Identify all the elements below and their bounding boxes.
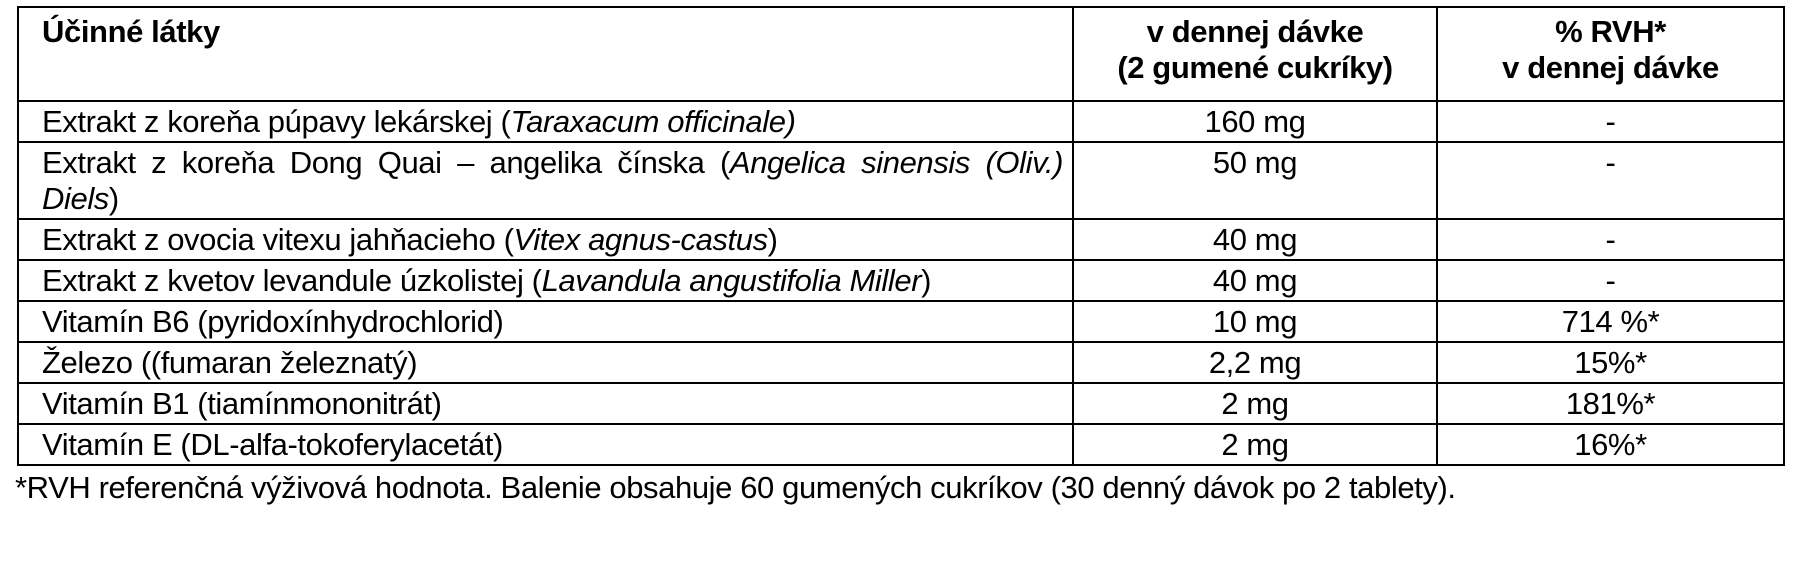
table-row <box>18 101 1784 142</box>
ingredient-latin-name: Lavandula angustifolia Miller <box>541 263 922 298</box>
ingredient-name-suffix: ) <box>108 181 119 216</box>
header-active-substances: Účinné látky <box>18 7 1073 101</box>
ingredients-document <box>17 6 1783 506</box>
header-rvh <box>1437 7 1784 101</box>
ingredient-rvh: 15%* <box>1437 342 1784 383</box>
ingredient-latin-name: Taraxacum officinale) <box>510 104 796 139</box>
ingredient-dose: 50 mg <box>1073 142 1437 219</box>
ingredient-name-text: Extrakt z koreňa púpavy lekárskej ( <box>42 104 511 139</box>
ingredient-rvh: 714 %* <box>1437 301 1784 342</box>
table-row <box>18 424 1784 465</box>
header-rvh-line1: % RVH* <box>1555 14 1666 49</box>
ingredient-rvh: 16%* <box>1437 424 1784 465</box>
ingredient-dose: 10 mg <box>1073 301 1437 342</box>
ingredient-rvh: 181%* <box>1437 383 1784 424</box>
ingredient-name-text: Extrakt z kvetov levandule úzkolistej ( <box>42 263 542 298</box>
table-row <box>18 219 1784 260</box>
footnote: *RVH referenčná výživová hodnota. Balenie obsahuje 60 gumených cukríkov (30 denný dávok po 2 tablety). <box>15 470 1456 505</box>
ingredient-latin-name: Angelica sinensis (Oliv.) Diels <box>42 145 1064 216</box>
ingredient-name <box>18 260 1073 301</box>
table-header-row <box>18 7 1784 101</box>
table-row <box>18 142 1784 219</box>
header-rvh-line2: v dennej dávke <box>1502 50 1719 85</box>
ingredient-name <box>18 142 1073 219</box>
ingredient-dose: 2,2 mg <box>1073 342 1437 383</box>
ingredient-dose: 40 mg <box>1073 260 1437 301</box>
ingredient-dose: 2 mg <box>1073 383 1437 424</box>
ingredient-name-text: Extrakt z koreňa Dong Quai – angelika čínska ( <box>42 145 730 180</box>
ingredient-name: Vitamín B6 (pyridoxínhydrochlorid) <box>18 301 1073 342</box>
header-daily-dose <box>1073 7 1437 101</box>
ingredient-name: Vitamín B1 (tiamínmononitrát) <box>18 383 1073 424</box>
table-row <box>18 301 1784 342</box>
ingredient-rvh: - <box>1437 219 1784 260</box>
ingredient-dose: 40 mg <box>1073 219 1437 260</box>
ingredient-name-suffix: ) <box>921 263 932 298</box>
ingredient-name: Vitamín E (DL-alfa-tokoferylacetát) <box>18 424 1073 465</box>
ingredient-dose: 160 mg <box>1073 101 1437 142</box>
ingredient-name <box>18 101 1073 142</box>
ingredient-rvh: - <box>1437 260 1784 301</box>
ingredient-rvh: - <box>1437 142 1784 219</box>
ingredient-name-suffix: ) <box>767 222 778 257</box>
ingredients-table <box>17 6 1785 466</box>
ingredient-name <box>18 219 1073 260</box>
table-row <box>18 342 1784 383</box>
header-daily-dose-line1: v dennej dávke <box>1146 14 1364 49</box>
header-daily-dose-line2: (2 gumené cukríky) <box>1117 50 1393 85</box>
ingredient-dose: 2 mg <box>1073 424 1437 465</box>
ingredient-name-text: Extrakt z ovocia vitexu jahňacieho ( <box>42 222 514 257</box>
ingredient-rvh: - <box>1437 101 1784 142</box>
table-row <box>18 383 1784 424</box>
ingredient-name: Železo ((fumaran železnatý) <box>18 342 1073 383</box>
table-row <box>18 260 1784 301</box>
ingredient-latin-name: Vitex agnus-castus <box>513 222 768 257</box>
